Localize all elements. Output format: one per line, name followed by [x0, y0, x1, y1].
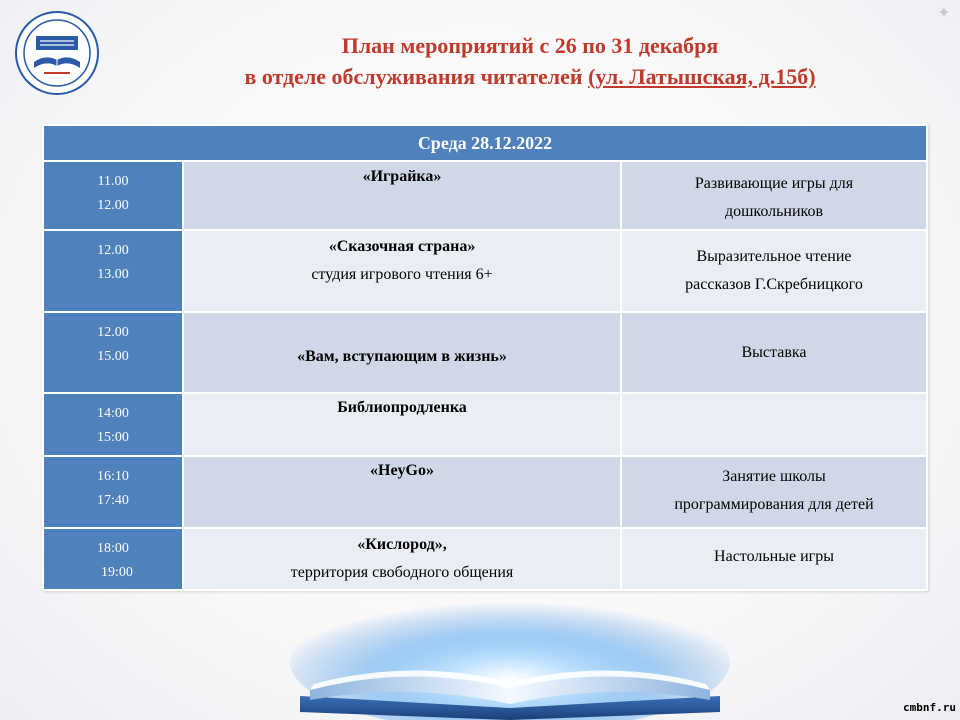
time-cell [43, 230, 183, 312]
time-start: 18:00 [97, 541, 129, 556]
event-name: «Кислород», [357, 536, 447, 553]
event-subtitle: территория свободного общения [290, 564, 514, 581]
event-name: «Сказочная страна» [328, 238, 476, 255]
title-line-1: План мероприятий с 26 по 31 декабря [341, 33, 719, 58]
time-cell [43, 312, 183, 393]
time-end: 12.00 [97, 198, 129, 213]
library-logo-icon [14, 10, 100, 96]
description-cell [621, 456, 927, 528]
table-row [43, 528, 927, 590]
schedule-table [42, 124, 928, 591]
description-line: Выразительное чтение [696, 248, 852, 265]
title-address: (ул. Латышская, д.15б) [588, 64, 816, 89]
day-header: Среда 28.12.2022 [43, 125, 927, 161]
title-line-2 [110, 61, 950, 92]
event-name: «HeyGo» [370, 462, 434, 479]
description-line: дошкольников [724, 203, 824, 220]
watermark: cmbnf.ru [903, 701, 956, 714]
time-end: 19:00 [101, 565, 133, 580]
event-cell [183, 456, 621, 528]
description-line: Развивающие игры для [694, 175, 854, 192]
event-name: «Играйка» [362, 168, 442, 185]
event-cell [183, 312, 621, 393]
time-end: 13.00 [97, 267, 129, 282]
event-name: «Вам, вступающим в жизнь» [297, 348, 507, 365]
table-row [43, 161, 927, 230]
description-line: рассказов Г.Скребницкого [685, 276, 863, 293]
description-cell [621, 230, 927, 312]
time-start: 12.00 [97, 243, 129, 258]
description-line: Выставка [741, 344, 807, 361]
description-line: Занятие школы [722, 468, 826, 485]
time-start: 14:00 [97, 406, 129, 421]
description-line: Настольные игры [714, 548, 834, 565]
event-cell [183, 528, 621, 590]
description-cell [621, 161, 927, 230]
time-start: 12.00 [97, 325, 129, 340]
description-cell [621, 312, 927, 393]
time-start: 16:10 [97, 469, 129, 484]
table-row [43, 230, 927, 312]
event-subtitle: студия игрового чтения 6+ [311, 266, 493, 283]
table-row [43, 456, 927, 528]
title-line-2-prefix: в отделе обслуживания читателей [244, 64, 589, 89]
time-cell [43, 456, 183, 528]
sparkle-icon: ✦ [937, 5, 951, 22]
time-start: 11.00 [97, 174, 129, 189]
event-name: Библиопродленка [337, 399, 467, 416]
table-row [43, 393, 927, 456]
table-row [43, 312, 927, 393]
description-line: программирования для детей [674, 496, 874, 513]
time-cell [43, 161, 183, 230]
time-cell [43, 528, 183, 590]
description-cell [621, 528, 927, 590]
event-cell [183, 230, 621, 312]
description-cell [621, 393, 927, 456]
time-end: 17:40 [97, 493, 129, 508]
time-end: 15.00 [97, 349, 129, 364]
time-end: 15:00 [97, 430, 129, 445]
time-cell [43, 393, 183, 456]
event-cell [183, 393, 621, 456]
page-title [110, 30, 950, 92]
open-book-glow-image [290, 592, 730, 720]
event-cell [183, 161, 621, 230]
